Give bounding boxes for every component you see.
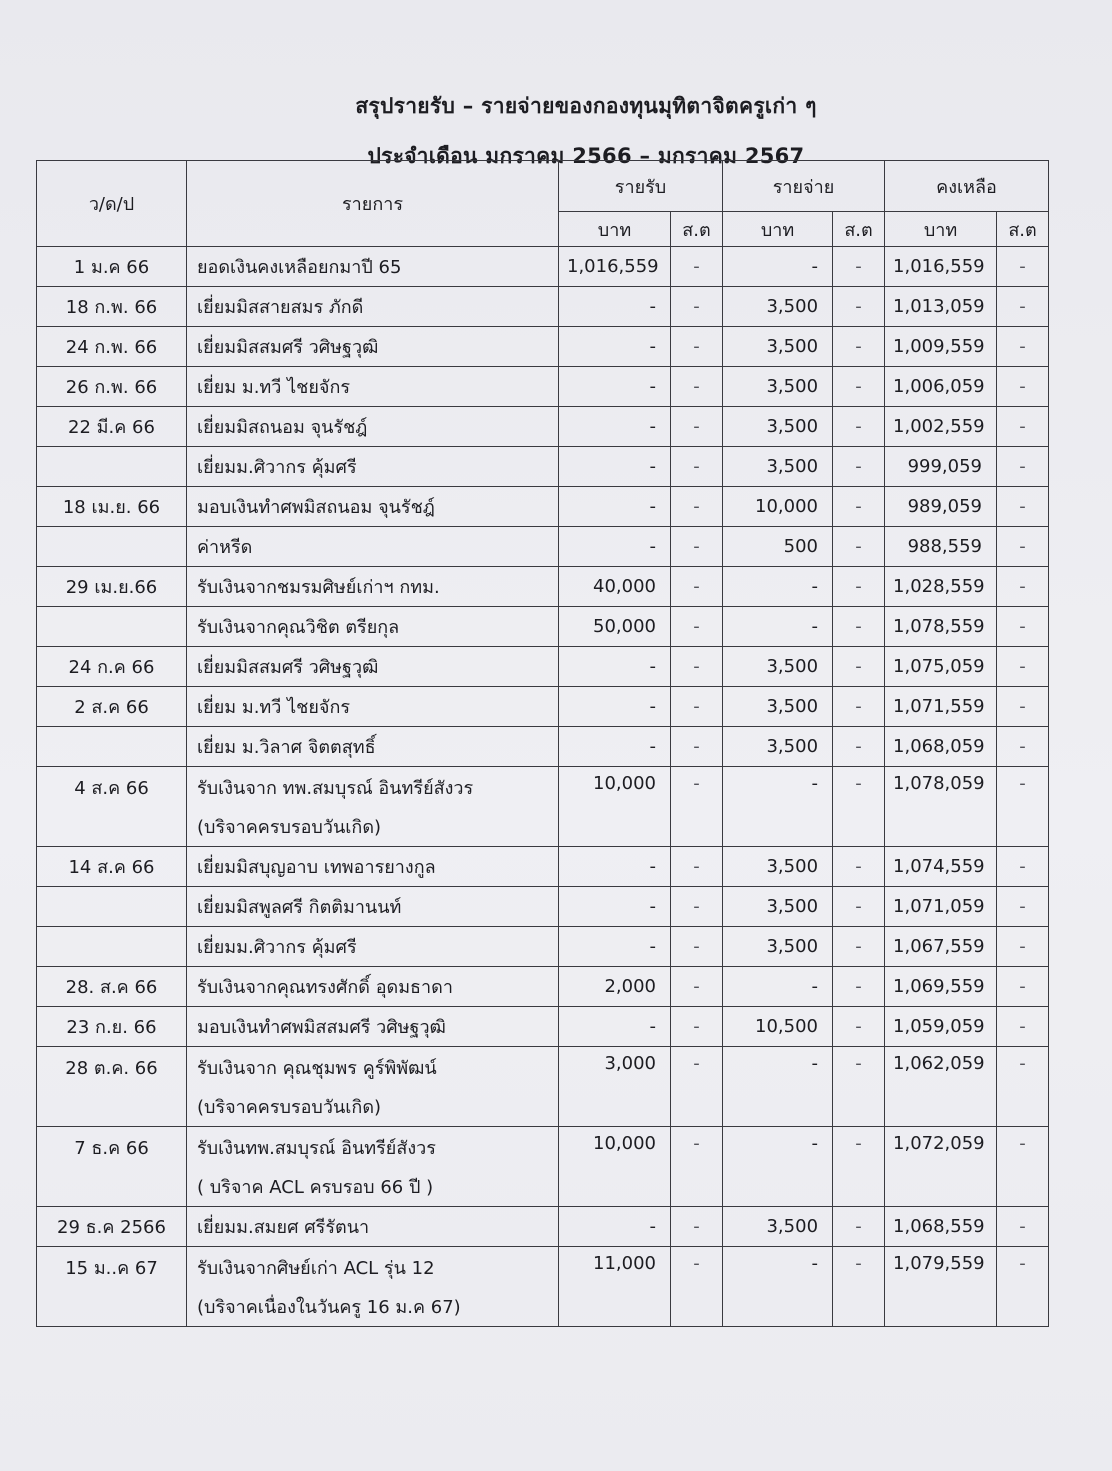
row-item-text: รับเงินจากศิษย์เก่า ACL รุ่น 12 xyxy=(197,1258,435,1279)
row-item xyxy=(187,407,559,447)
table-row xyxy=(37,247,1049,287)
table-row xyxy=(37,567,1049,607)
row-date xyxy=(37,927,187,967)
row-income-satang: - xyxy=(671,1047,723,1127)
row-item-text: เยี่ยม ม.วิลาศ จิตตสุทธิ์ xyxy=(197,737,376,758)
header-balance-satang: ส.ต xyxy=(997,212,1049,247)
row-expense-satang: - xyxy=(833,1247,885,1327)
row-date: 29 ธ.ค 2566 xyxy=(37,1207,187,1247)
row-item-text: มอบเงินทำศพมิสสมศรี วศิษฐวุฒิ xyxy=(197,1017,446,1038)
row-date: 24 ก.ค 66 xyxy=(37,647,187,687)
row-item xyxy=(187,607,559,647)
row-item xyxy=(187,367,559,407)
row-expense-satang: - xyxy=(833,607,885,647)
row-expense-baht: - xyxy=(723,967,833,1007)
row-expense-satang: - xyxy=(833,727,885,767)
row-expense-baht: - xyxy=(723,247,833,287)
header-income: รายรับ xyxy=(559,161,723,212)
row-expense-satang: - xyxy=(833,1007,885,1047)
ledger-body xyxy=(37,247,1049,1327)
row-income-satang: - xyxy=(671,727,723,767)
row-expense-satang: - xyxy=(833,287,885,327)
row-income-baht: - xyxy=(559,727,671,767)
row-balance-baht: 1,068,059 xyxy=(885,727,997,767)
row-item-text: ค่าหรีด xyxy=(197,537,253,558)
row-balance-satang: - xyxy=(997,647,1049,687)
row-expense-satang: - xyxy=(833,887,885,927)
row-expense-baht: - xyxy=(723,567,833,607)
row-expense-baht: - xyxy=(723,1127,833,1207)
row-balance-satang: - xyxy=(997,1247,1049,1327)
row-income-satang: - xyxy=(671,687,723,727)
row-item xyxy=(187,647,559,687)
row-income-satang: - xyxy=(671,447,723,487)
row-expense-satang: - xyxy=(833,327,885,367)
row-balance-satang: - xyxy=(997,1047,1049,1127)
row-expense-baht: 3,500 xyxy=(723,727,833,767)
row-item xyxy=(187,287,559,327)
row-income-baht: - xyxy=(559,407,671,447)
row-balance-satang: - xyxy=(997,247,1049,287)
row-income-satang: - xyxy=(671,887,723,927)
row-income-baht: - xyxy=(559,367,671,407)
row-income-satang: - xyxy=(671,767,723,847)
row-item-text: รับเงินจากคุณทรงศักดิ์ อุดมธาดา xyxy=(197,977,453,998)
row-date: 7 ธ.ค 66 xyxy=(37,1127,187,1207)
row-balance-satang: - xyxy=(997,927,1049,967)
row-item xyxy=(187,447,559,487)
row-item xyxy=(187,327,559,367)
row-balance-satang: - xyxy=(997,287,1049,327)
row-expense-baht: - xyxy=(723,1247,833,1327)
row-balance-satang: - xyxy=(997,847,1049,887)
row-expense-baht: 3,500 xyxy=(723,407,833,447)
row-date: 22 มี.ค 66 xyxy=(37,407,187,447)
row-income-satang: - xyxy=(671,247,723,287)
row-expense-satang: - xyxy=(833,647,885,687)
row-balance-baht: 1,059,059 xyxy=(885,1007,997,1047)
row-balance-satang: - xyxy=(997,887,1049,927)
row-item-text: เยี่ยมมิสสมศรี วศิษฐวุฒิ xyxy=(197,657,379,678)
row-income-baht: - xyxy=(559,527,671,567)
row-balance-satang: - xyxy=(997,407,1049,447)
row-income-satang: - xyxy=(671,407,723,447)
row-balance-baht: 1,009,559 xyxy=(885,327,997,367)
row-balance-satang: - xyxy=(997,1127,1049,1207)
row-item-text: รับเงินจากชมรมศิษย์เก่าฯ กทม. xyxy=(197,577,440,598)
row-item-text: เยี่ยม ม.ทวี ไชยจักร xyxy=(197,697,351,718)
row-balance-baht: 1,074,559 xyxy=(885,847,997,887)
ledger-table xyxy=(36,160,1049,1327)
row-balance-baht: 1,069,559 xyxy=(885,967,997,1007)
row-income-satang: - xyxy=(671,847,723,887)
row-date xyxy=(37,527,187,567)
row-item xyxy=(187,727,559,767)
row-date: 28 ต.ค. 66 xyxy=(37,1047,187,1127)
row-balance-baht: 1,072,059 xyxy=(885,1127,997,1207)
row-balance-baht: 1,013,059 xyxy=(885,287,997,327)
row-balance-satang: - xyxy=(997,447,1049,487)
row-balance-baht: 1,071,559 xyxy=(885,687,997,727)
row-expense-baht: 3,500 xyxy=(723,647,833,687)
row-date: 24 ก.พ. 66 xyxy=(37,327,187,367)
row-item-text: รับเงินจากคุณวิชิต ตรียกุล xyxy=(197,617,400,638)
row-balance-satang: - xyxy=(997,687,1049,727)
header-balance: คงเหลือ xyxy=(885,161,1049,212)
row-income-satang: - xyxy=(671,487,723,527)
row-date xyxy=(37,447,187,487)
row-income-baht: 11,000 xyxy=(559,1247,671,1327)
row-item-text: มอบเงินทำศพมิสถนอม จุนรัชฎ์ xyxy=(197,497,435,518)
table-row xyxy=(37,887,1049,927)
row-balance-baht: 1,068,559 xyxy=(885,1207,997,1247)
row-balance-baht: 1,067,559 xyxy=(885,927,997,967)
row-item xyxy=(187,1127,559,1207)
row-income-baht: 2,000 xyxy=(559,967,671,1007)
table-row xyxy=(37,487,1049,527)
row-expense-baht: 3,500 xyxy=(723,1207,833,1247)
row-expense-satang: - xyxy=(833,567,885,607)
row-income-satang: - xyxy=(671,327,723,367)
row-balance-baht: 1,028,559 xyxy=(885,567,997,607)
row-income-satang: - xyxy=(671,1007,723,1047)
row-income-baht: - xyxy=(559,847,671,887)
row-balance-baht: 989,059 xyxy=(885,487,997,527)
row-income-satang: - xyxy=(671,1127,723,1207)
row-expense-satang: - xyxy=(833,1127,885,1207)
row-balance-baht: 1,078,059 xyxy=(885,767,997,847)
row-income-baht: - xyxy=(559,647,671,687)
row-item xyxy=(187,567,559,607)
row-balance-baht: 999,059 xyxy=(885,447,997,487)
table-row xyxy=(37,927,1049,967)
row-income-baht: - xyxy=(559,1207,671,1247)
row-expense-satang: - xyxy=(833,927,885,967)
row-balance-satang: - xyxy=(997,567,1049,607)
row-balance-baht: 1,071,059 xyxy=(885,887,997,927)
row-balance-satang: - xyxy=(997,1207,1049,1247)
row-income-satang: - xyxy=(671,527,723,567)
row-item xyxy=(187,767,559,847)
row-expense-baht: 3,500 xyxy=(723,887,833,927)
row-balance-satang: - xyxy=(997,967,1049,1007)
table-row xyxy=(37,287,1049,327)
row-item xyxy=(187,1007,559,1047)
row-income-satang: - xyxy=(671,287,723,327)
row-balance-satang: - xyxy=(997,727,1049,767)
row-item xyxy=(187,247,559,287)
row-income-baht: 1,016,559 xyxy=(559,247,671,287)
row-expense-satang: - xyxy=(833,367,885,407)
row-date: 23 ก.ย. 66 xyxy=(37,1007,187,1047)
table-row xyxy=(37,327,1049,367)
row-balance-baht: 1,016,559 xyxy=(885,247,997,287)
row-income-baht: - xyxy=(559,287,671,327)
row-income-satang: - xyxy=(671,607,723,647)
row-item-text: เยี่ยมมิสพูลศรี กิตติมานนท์ xyxy=(197,897,402,918)
row-balance-baht: 1,002,559 xyxy=(885,407,997,447)
row-expense-satang: - xyxy=(833,1207,885,1247)
row-balance-satang: - xyxy=(997,527,1049,567)
row-balance-satang: - xyxy=(997,487,1049,527)
row-income-baht: 3,000 xyxy=(559,1047,671,1127)
row-date: 15 ม..ค 67 xyxy=(37,1247,187,1327)
row-income-baht: - xyxy=(559,327,671,367)
row-date: 29 เม.ย.66 xyxy=(37,567,187,607)
document-subtitle: ประจำเดือน มกราคม 2566 – มกราคม 2567 xyxy=(367,144,805,168)
row-expense-baht: 3,500 xyxy=(723,927,833,967)
row-expense-baht: - xyxy=(723,607,833,647)
row-item xyxy=(187,927,559,967)
row-date xyxy=(37,607,187,647)
row-item-text: ยอดเงินคงเหลือยกมาปี 65 xyxy=(197,257,402,278)
header-expense-satang: ส.ต xyxy=(833,212,885,247)
row-expense-satang: - xyxy=(833,527,885,567)
row-income-satang: - xyxy=(671,1247,723,1327)
row-balance-baht: 1,062,059 xyxy=(885,1047,997,1127)
row-expense-baht: - xyxy=(723,1047,833,1127)
row-item xyxy=(187,1207,559,1247)
row-expense-baht: - xyxy=(723,767,833,847)
row-income-baht: 40,000 xyxy=(559,567,671,607)
row-balance-satang: - xyxy=(997,1007,1049,1047)
table-row xyxy=(37,687,1049,727)
row-item xyxy=(187,847,559,887)
row-income-baht: - xyxy=(559,887,671,927)
row-income-baht: 10,000 xyxy=(559,767,671,847)
row-expense-satang: - xyxy=(833,1047,885,1127)
row-expense-satang: - xyxy=(833,447,885,487)
row-balance-satang: - xyxy=(997,327,1049,367)
row-expense-baht: 3,500 xyxy=(723,847,833,887)
table-row xyxy=(37,647,1049,687)
row-item xyxy=(187,1247,559,1327)
row-expense-baht: 3,500 xyxy=(723,687,833,727)
row-date: 4 ส.ค 66 xyxy=(37,767,187,847)
row-expense-baht: 3,500 xyxy=(723,367,833,407)
row-expense-baht: 10,000 xyxy=(723,487,833,527)
row-balance-baht: 1,075,059 xyxy=(885,647,997,687)
table-row xyxy=(37,767,1049,847)
row-expense-satang: - xyxy=(833,487,885,527)
table-row xyxy=(37,727,1049,767)
row-expense-satang: - xyxy=(833,767,885,847)
row-balance-baht: 1,078,559 xyxy=(885,607,997,647)
row-expense-baht: 3,500 xyxy=(723,287,833,327)
row-income-satang: - xyxy=(671,367,723,407)
row-item-text: เยี่ยมมิสสายสมร ภักดี xyxy=(197,297,364,318)
row-income-baht: - xyxy=(559,687,671,727)
row-expense-satang: - xyxy=(833,407,885,447)
row-item xyxy=(187,687,559,727)
row-date: 18 เม.ย. 66 xyxy=(37,487,187,527)
row-income-baht: 10,000 xyxy=(559,1127,671,1207)
row-expense-satang: - xyxy=(833,847,885,887)
row-item-text: รับเงินทพ.สมบุรณ์ อินทรีย์สังวร xyxy=(197,1138,436,1159)
table-row xyxy=(37,967,1049,1007)
table-row xyxy=(37,1047,1049,1127)
row-expense-baht: 3,500 xyxy=(723,327,833,367)
row-date: 28. ส.ค 66 xyxy=(37,967,187,1007)
row-item-note: ( บริจาค ACL ครบรอบ 66 ปี ) xyxy=(197,1177,434,1198)
header-item: รายการ xyxy=(187,161,559,247)
row-date: 26 ก.พ. 66 xyxy=(37,367,187,407)
row-item xyxy=(187,487,559,527)
header-income-satang: ส.ต xyxy=(671,212,723,247)
row-balance-baht: 1,079,559 xyxy=(885,1247,997,1327)
table-row xyxy=(37,367,1049,407)
row-income-satang: - xyxy=(671,927,723,967)
row-expense-baht: 3,500 xyxy=(723,447,833,487)
header-expense: รายจ่าย xyxy=(723,161,885,212)
row-balance-satang: - xyxy=(997,367,1049,407)
row-item-note: (บริจาคครบรอบวันเกิด) xyxy=(197,817,382,838)
row-item xyxy=(187,967,559,1007)
row-item-text: เยี่ยมม.ศิวากร คุ้มศรี xyxy=(197,937,357,958)
header-expense-baht: บาท xyxy=(723,212,833,247)
row-balance-satang: - xyxy=(997,607,1049,647)
row-item-text: เยี่ยมม.สมยศ ศรีรัตนา xyxy=(197,1217,370,1238)
row-item-note: (บริจาคครบรอบวันเกิด) xyxy=(197,1097,382,1118)
table-row xyxy=(37,407,1049,447)
row-date xyxy=(37,887,187,927)
row-item-note: (บริจาคเนื่องในวันครู 16 ม.ค 67) xyxy=(197,1297,461,1318)
row-income-baht: - xyxy=(559,447,671,487)
row-date: 2 ส.ค 66 xyxy=(37,687,187,727)
row-item-text: เยี่ยมมิสถนอม จุนรัชฎ์ xyxy=(197,417,368,438)
table-row xyxy=(37,1127,1049,1207)
table-row xyxy=(37,1007,1049,1047)
row-income-satang: - xyxy=(671,647,723,687)
row-expense-baht: 500 xyxy=(723,527,833,567)
row-expense-baht: 10,500 xyxy=(723,1007,833,1047)
document-title: สรุปรายรับ – รายจ่ายของกองทุนมุทิตาจิตครูเก่า ๆ xyxy=(355,94,817,118)
row-item-text: รับเงินจาก คุณชุมพร คูร์พิพัฒน์ xyxy=(197,1058,437,1079)
row-date: 14 ส.ค 66 xyxy=(37,847,187,887)
table-row xyxy=(37,1247,1049,1327)
row-item xyxy=(187,1047,559,1127)
row-balance-baht: 988,559 xyxy=(885,527,997,567)
row-date xyxy=(37,727,187,767)
header-income-baht: บาท xyxy=(559,212,671,247)
row-expense-satang: - xyxy=(833,687,885,727)
row-income-baht: - xyxy=(559,927,671,967)
row-balance-satang: - xyxy=(997,767,1049,847)
row-date: 1 ม.ค 66 xyxy=(37,247,187,287)
row-item-text: เยี่ยมมิสบุญอาบ เทพอารยางกูล xyxy=(197,857,436,878)
row-income-baht: - xyxy=(559,1007,671,1047)
row-item xyxy=(187,527,559,567)
row-income-satang: - xyxy=(671,967,723,1007)
row-income-satang: - xyxy=(671,567,723,607)
row-income-satang: - xyxy=(671,1207,723,1247)
row-balance-baht: 1,006,059 xyxy=(885,367,997,407)
row-income-baht: 50,000 xyxy=(559,607,671,647)
row-item xyxy=(187,887,559,927)
table-row xyxy=(37,447,1049,487)
row-item-text: เยี่ยมม.ศิวากร คุ้มศรี xyxy=(197,457,357,478)
row-item-text: เยี่ยม ม.ทวี ไชยจักร xyxy=(197,377,351,398)
row-expense-satang: - xyxy=(833,247,885,287)
table-row xyxy=(37,527,1049,567)
table-row xyxy=(37,1207,1049,1247)
row-expense-satang: - xyxy=(833,967,885,1007)
table-row xyxy=(37,607,1049,647)
row-date: 18 ก.พ. 66 xyxy=(37,287,187,327)
row-item-text: เยี่ยมมิสสมศรี วศิษฐวุฒิ xyxy=(197,337,379,358)
header-balance-baht: บาท xyxy=(885,212,997,247)
row-income-baht: - xyxy=(559,487,671,527)
table-row xyxy=(37,847,1049,887)
row-item-text: รับเงินจาก ทพ.สมบุรณ์ อินทรีย์สังวร xyxy=(197,778,474,799)
header-date: ว/ด/ป xyxy=(37,161,187,247)
